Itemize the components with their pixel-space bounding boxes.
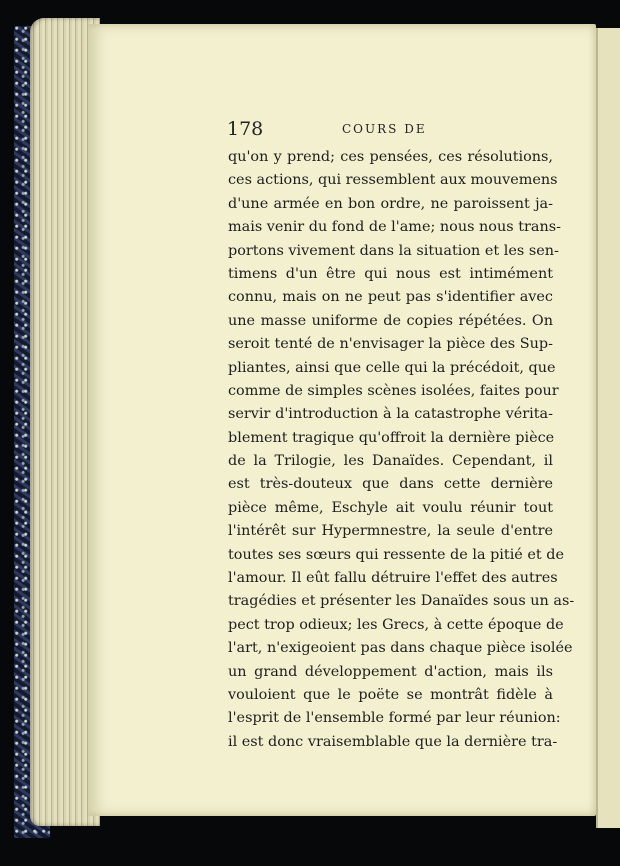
text-line: un grand développement d'action, mais ils [228,663,553,680]
body-text [228,146,575,754]
text-line: pliantes, ainsi que celle qui la précédoit, que [228,359,556,376]
text-line: connu, mais on ne peut pas s'identifier avec [228,289,553,306]
text-line: pect trop odieux; les Grecs, à cette époque de [228,616,564,633]
text-line: de la Trilogie, les Danaïdes. Cependant, il [228,453,553,470]
page-header [227,118,547,140]
text-line: timens d'un être qui nous est intimément [228,265,553,282]
text-line: l'intérêt sur Hypermnestre, la seule d'entre [228,523,553,540]
page-number: 178 [227,118,264,140]
text-line: portons vivement dans la situation et les sen- [228,242,559,259]
text-line: blement tragique qu'offroit la dernière pièce [228,429,555,446]
running-head: COURS DE [342,122,427,136]
text-line: mais venir du fond de l'ame; nous nous trans- [228,219,561,236]
text-line: qu'on y prend; ces pensées, ces résolutions, [228,149,553,165]
text-line: il est donc vraisemblable que la dernière tra- [228,733,558,750]
text-line: servir d'introduction à la catastrophe vérita- [228,406,553,423]
text-line: l'amour. Il eût fallu détruire l'effet des autres [228,570,558,587]
text-line: d'une armée en bon ordre, ne paroissent ja- [228,195,553,212]
text-line: une masse uniforme de copies répétées. On [228,312,553,329]
text-line: seroit tenté de n'envisager la pièce des Sup- [228,336,553,353]
text-line: l'esprit de l'ensemble formé par leur réunion: [228,710,561,727]
text-line: comme de simples scènes isolées, faites pour [228,382,559,399]
text-line: toutes ses sœurs qui ressente de la pitié et de [228,546,564,563]
text-line: l'art, n'exigeoient pas dans chaque pièce isolée [228,640,573,657]
text-line: pièce même, Eschyle ait voulu réunir tout [228,499,553,516]
text-line: tragédies et présenter les Danaïdes sous un as- [228,593,575,610]
text-line: vouloient que le poëte se montrât fidèle à [228,686,553,703]
text-line: ces actions, qui ressemblent aux mouvemens [228,172,558,189]
text-line: est très-douteux que dans cette dernière [228,476,553,493]
facing-page-edge [596,28,620,828]
